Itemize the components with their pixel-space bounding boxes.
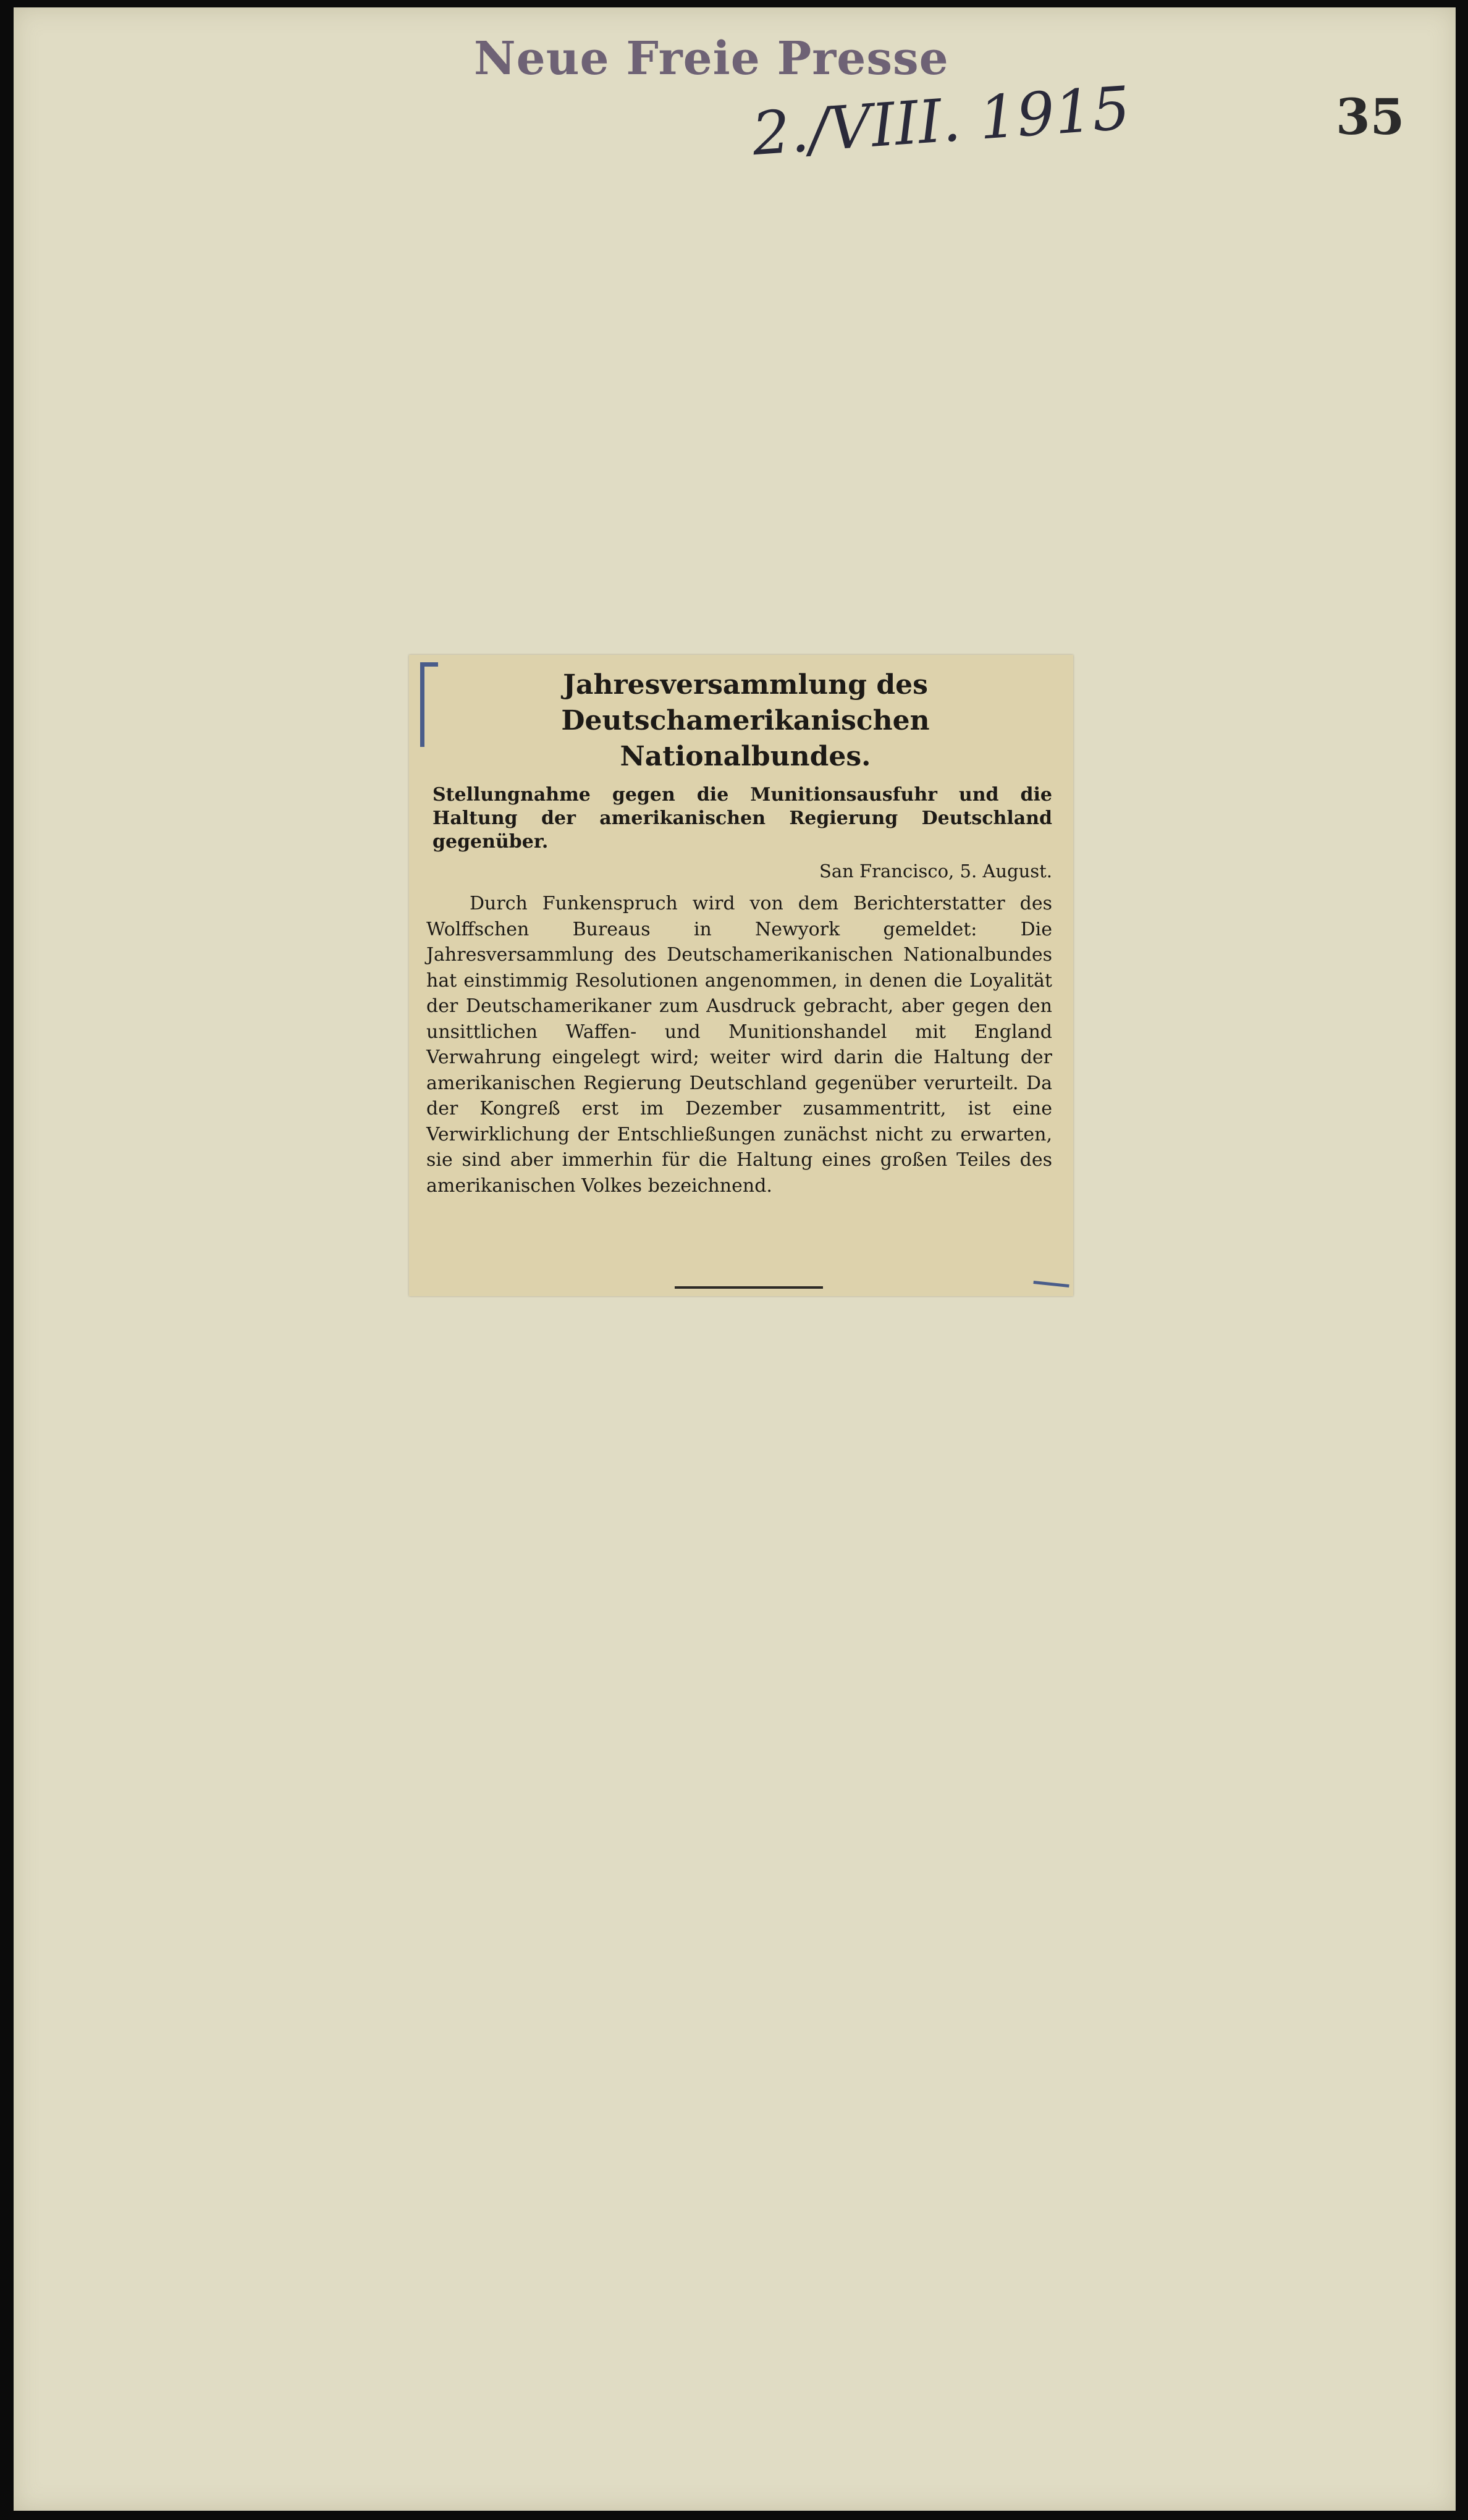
- newspaper-stamp: Neue Freie Presse: [474, 32, 949, 85]
- clipping-subheadline: Stellungnahme gegen die Munitionsausfuhr und die Haltung der amerikanischen Regierung Deutschland gegenüber.: [432, 784, 1052, 853]
- clipping-dateline: San Francisco, 5. August.: [819, 861, 1052, 882]
- clipping-headline: Jahresversammlung des Deutschamerikanischen Nationalbundes.: [561, 669, 930, 772]
- page-number: 35: [1336, 88, 1405, 146]
- handwritten-date: 2./VIII. 1915: [749, 73, 1133, 169]
- archive-sheet: [14, 7, 1456, 2511]
- newspaper-clipping: [409, 655, 1073, 1296]
- pen-bracket-mark: [420, 662, 438, 747]
- end-rule: [675, 1286, 823, 1289]
- pen-stroke-mark: [1032, 1281, 1069, 1294]
- clipping-body: Durch Funkenspruch wird von dem Berichterstatter des Wolffschen Bureaus in Newyork gemeldet: Die Jahresversammlung des Deutschamerikanischen Nationalbundes hat einstimmig Resolutionen angenommen, in denen die Loyalität der Deutschamerikaner zum Ausdruck gebracht, aber gegen den unsittlichen Waffen- und Munitionshandel mit England Verwahrung eingelegt wird; weiter wird darin die Haltung der amerikanischen Regierung Deutschland gegenüber verurteilt. Da der Kongreß erst im Dezember zusammentritt, ist eine Verwirklichung der Entschließungen zunächst nicht zu erwarten, sie sind aber immerhin für die Haltung eines großen Teiles des amerikanischen Volkes bezeichnend.: [426, 893, 1052, 1197]
